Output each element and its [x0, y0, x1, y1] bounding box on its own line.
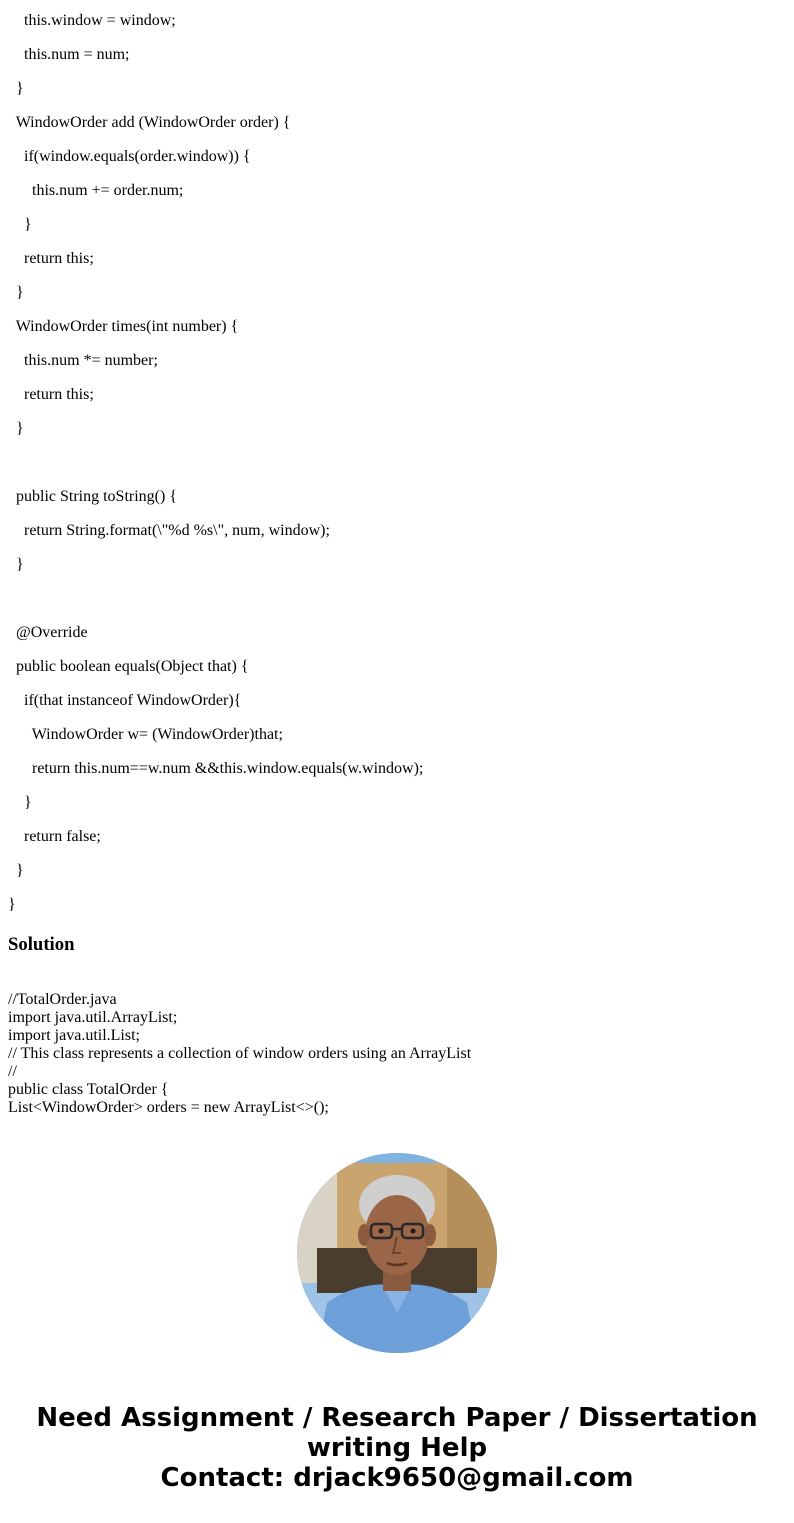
code-line: public String toString() { [8, 488, 178, 505]
code-line: if(that instanceof WindowOrder){ [8, 692, 242, 709]
code-line [8, 442, 788, 476]
code-line: this.num *= number; [8, 352, 158, 369]
code-line: this.window = window; [8, 12, 176, 29]
code-line: this.num = num; [8, 46, 130, 63]
code-line: return this.num==w.num &&this.window.equals(w.window); [8, 760, 424, 777]
solution-line: //TotalOrder.java [8, 991, 117, 1008]
code-line: } [8, 896, 16, 913]
code-line: } [8, 794, 32, 811]
solution-heading: Solution [8, 934, 75, 955]
solution-line: import java.util.List; [8, 1027, 140, 1044]
code-line: WindowOrder w= (WindowOrder)that; [8, 726, 283, 743]
avatar [297, 1153, 497, 1353]
contact-banner [0, 1403, 794, 1493]
solution-line: // This class represents a collection of window orders using an ArrayList [8, 1045, 472, 1062]
solution-line: import java.util.ArrayList; [8, 1009, 178, 1026]
code-line: WindowOrder add (WindowOrder order) { [8, 114, 291, 131]
code-line: this.num += order.num; [8, 182, 184, 199]
code-line: return String.format(\"%d %s\", num, window); [8, 522, 330, 539]
promo-line-2: writing Help [306, 1433, 488, 1463]
code-line: public boolean equals(Object that) { [8, 658, 249, 675]
code-line: if(window.equals(order.window)) { [8, 148, 251, 165]
code-line: } [8, 216, 32, 233]
solution-code [8, 991, 788, 1117]
avatar-portrait-image [297, 1153, 497, 1353]
code-line: return false; [8, 828, 101, 845]
code-line: } [8, 420, 24, 437]
code-line: } [8, 862, 24, 879]
code-line: @Override [8, 624, 88, 641]
contact-email: Contact: drjack9650@gmail.com [160, 1463, 634, 1493]
solution-line: // [8, 1063, 17, 1080]
code-line: return this; [8, 386, 94, 403]
code-line [8, 578, 788, 612]
code-line: } [8, 284, 24, 301]
code-line: WindowOrder times(int number) { [8, 318, 239, 335]
promo-line-1: Need Assignment / Research Paper / Dissertation [36, 1403, 758, 1433]
code-line: return this; [8, 250, 94, 267]
code-line: } [8, 80, 24, 97]
solution-line: List<WindowOrder> orders = new ArrayList<>(); [8, 1099, 329, 1116]
solution-line: public class TotalOrder { [8, 1081, 169, 1098]
code-block [8, 0, 788, 918]
code-line: } [8, 556, 24, 573]
